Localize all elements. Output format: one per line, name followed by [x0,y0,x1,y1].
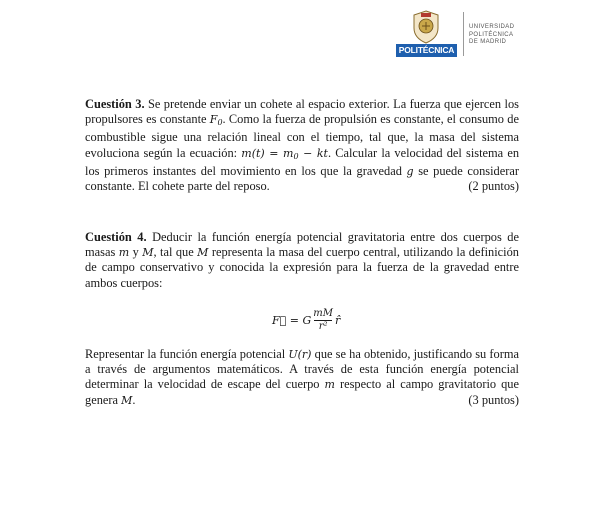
question-3 [85,97,519,194]
question-3-text: Cuestión 3. Se pretende enviar un cohete al espacio exterior. La fuerza que ejercen los propulsores es constante $F_0$. Como la fuerza de propulsión es constante, el consumo de combustible sigue una relación lineal con el tiempo, tal que, la masa del sistema evoluciona según la ecuación: $m(t) = m_0$ − kt. Calcular la velocidad del sistema en los primeros instantes del movimiento en los que la gravedad g se puede considerar constante. El cohete parte del reposo. (2 puntos) [85,97,520,194]
politecnica-badge: POLITÉCNICA [396,44,457,57]
formula-fraction: $\frac{mM}{\text{r²}}$ [313,307,333,332]
question-3-title: Cuestión 3. [85,97,145,111]
university-name: UNIVERSIDAD POLITÉCNICA DE MADRID [469,24,515,45]
upm-logo [396,10,526,60]
question-4-text: Cuestión 4. Deducir la función energía potencial gravitatoria entre dos cuerpos de masas m y M, tal que M representa la masa del cuerpo central, utilizando la definición de campo conservativo y conocida la expresión para la fuerza de la gravedad entre ambos cuerpos: [85,230,519,290]
logo-divider [463,12,464,56]
question-4 [85,230,519,291]
question-4-points: (3 puntos) [468,392,519,407]
question-3-points: (2 puntos) [468,179,519,194]
question-4-part-2 [85,347,519,408]
question-4-part-2-text: Representar la función energía potencial U(r) que se ha obtenido, justificando su forma a través de argumentos matemáticos. A través de esta función energía potencial determinar la velocidad de escape del cuerpo m respecto al campo gravitatorio que genera M. (3 puntos) [85,347,519,407]
question-4-title: Cuestión 4. [85,230,147,244]
crest-icon [412,10,440,44]
gravity-formula: F⃗ = G $\frac{mM}{\text{r²}}$ r̂ [272,307,341,332]
